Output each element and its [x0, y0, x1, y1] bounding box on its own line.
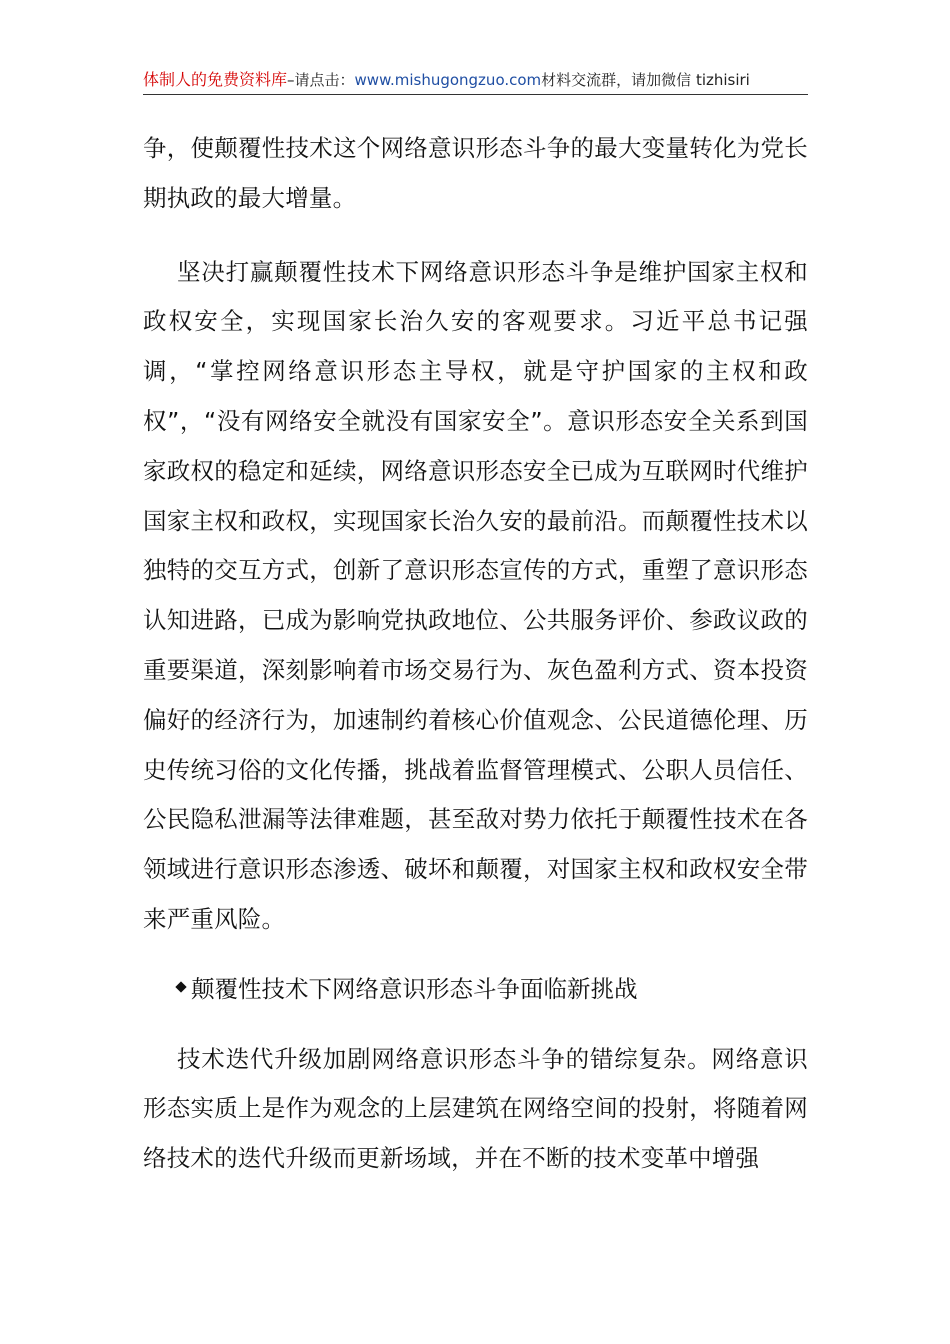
diamond-bullet-icon — [175, 982, 186, 993]
header-brand: 体制人的免费资料库 — [143, 70, 288, 89]
page-header — [143, 68, 808, 95]
section-heading — [143, 965, 808, 1015]
paragraph-2: 坚决打赢颠覆性技术下网络意识形态斗争是维护国家主权和政权安全，实现国家长治久安的客观要求。习近平总书记强调，“掌控网络意识形态主导权，就是守护国家的主权和政权”，“没有网络安全就没有国家安全”。意识形态安全关系到国家政权的稳定和延续，网络意识形态安全已成为互联网时代维护国家主权和政权，实现国家长治久安的最前沿。而颠覆性技术以独特的交互方式，创新了意识形态宣传的方式，重塑了意识形态认知进路，已成为影响党执政地位、公共服务评价、参政议政的重要渠道，深刻影响着市场交易行为、灰色盈利方式、资本投资偏好的经济行为，加速制约着核心价值观念、公民道德伦理、历史传统习俗的文化传播，挑战着监督管理模式、公职人员信任、公民隐私泄漏等法律难题，甚至敌对势力依托于颠覆性技术在各领域进行意识形态渗透、破坏和颠覆，对国家主权和政权安全带来严重风险。 — [143, 257, 808, 933]
paragraph-1: 争，使颠覆性技术这个网络意识形态斗争的最大变量转化为党长期执政的最大增量。 — [143, 134, 808, 212]
document-body — [143, 124, 808, 1184]
header-link[interactable]: www.mishugongzuo.com — [354, 71, 542, 89]
section-heading-text: 颠覆性技术下网络意识形态斗争面临新挑战 — [191, 974, 638, 1003]
header-separator: –请点击： — [287, 71, 355, 89]
paragraph-3: 技术迭代升级加剧网络意识形态斗争的错综复杂。网络意识形态实质上是作为观念的上层建筑在网络空间的投射，将随着网络技术的迭代升级而更新场域，并在不断的技术变革中增强 — [143, 1044, 808, 1173]
header-tail: 材料交流群，请加微信 tizhisiri — [541, 71, 750, 89]
